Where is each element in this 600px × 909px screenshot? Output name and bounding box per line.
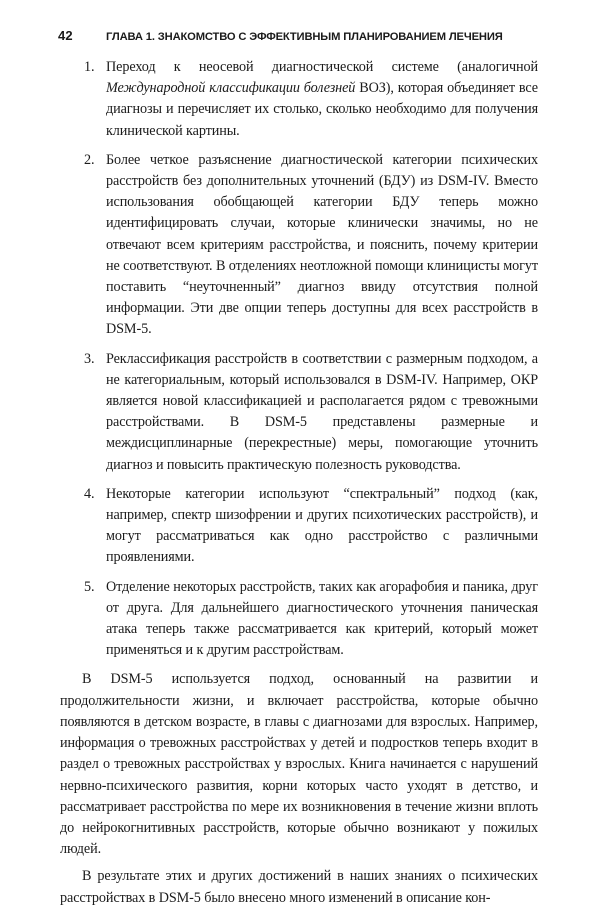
list-item (84, 484, 538, 569)
list-item-number: 3. (84, 350, 95, 367)
list-item-text: ВОЗ), которая объединяет все диагнозы и перечисляет их столько, сколько необходимо для получения клинической картины. (106, 80, 538, 139)
list-item-italic-title: Международной классификации болезней (106, 80, 356, 97)
list-item (84, 57, 538, 142)
body-paragraph: В DSM-5 используется подход, основанный на развитии и продолжительности жизни, и включает расстройства, которые обычно появляются в детском возрасте, в главы с диагнозами для взрослых. Например, информация о тревожных расстройствах у детей и подростков теперь входит в раздел о тревожных расстройствах у взрослых. Книга начинается с нарушений нервно-психического развития, корни которых часто уходят в детство, и рассматривает расстройства по мере их возникновения в течение жизни вплоть до нейрокогнитивных расстройств, которые обычно возникают у пожилых людей. (60, 671, 538, 858)
page-number: 42 (58, 28, 73, 43)
list-item-text: Некоторые категории используют “спектральный” подход (как, например, спектр шизофрении и других психотических расстройств), и могут рассматриваться как одно расстройство с различными проявлениями. (106, 485, 538, 566)
body-paragraph: В результате этих и других достижений в наших знаниях о психических расстройствах в DSM-5 было внесено много изменений в описание кон- (60, 868, 538, 906)
list-item (84, 150, 538, 341)
list-item-number: 1. (84, 59, 95, 75)
list-item (84, 577, 538, 662)
list-item-number: 5. (84, 578, 95, 595)
list-item-text: Реклассификация расстройств в соответствии с размерным подходом, а не категориальным, который использовался в DSM-IV. Например, ОКР является новой классификацией и располагается рядом с тревожными расстройствами. В DSM-5 представлены размерные и междисциплинарные (перекрестные) меры, помогающие уточнить диагноз и повысить практическую полезность руководства. (106, 350, 538, 473)
list-item-text: Переход к неосевой диагностической системе (аналогичной (106, 59, 538, 75)
list-item-text: Более четкое разъяснение диагностической категории психических расстройств без дополнительных уточнений (БДУ) из DSM-IV. Вместо использования обобщающей категории БДУ теперь можно идентифицировать случаи, которые клинически значимы, но не отвечают всем критериям расстройства, и пояснить, почему критерии не соответствуют. В отделениях неотложной помощи клиницисты могут поставить “неуточненный” диагноз ввиду отсутствия полной информации. Эти две опции теперь доступны для всех расстройств в DSM-5. (106, 151, 538, 338)
list-item (84, 349, 538, 476)
list-item-number: 2. (84, 151, 95, 168)
running-title: ГЛАВА 1. ЗНАКОМСТВО С ЭФФЕКТИВНЫМ ПЛАНИРОВАНИЕМ ЛЕЧЕНИЯ (106, 31, 503, 43)
page-header (58, 28, 538, 43)
list-item-number: 4. (84, 485, 95, 502)
list-item-text: Отделение некоторых расстройств, таких как агорафобия и паника, друг от друга. Для дальнейшего диагностического уточнения паническая атака теперь также рассматривается как критерий, который может применяться и к другим расстройствам. (106, 578, 538, 659)
numbered-list (84, 57, 538, 661)
